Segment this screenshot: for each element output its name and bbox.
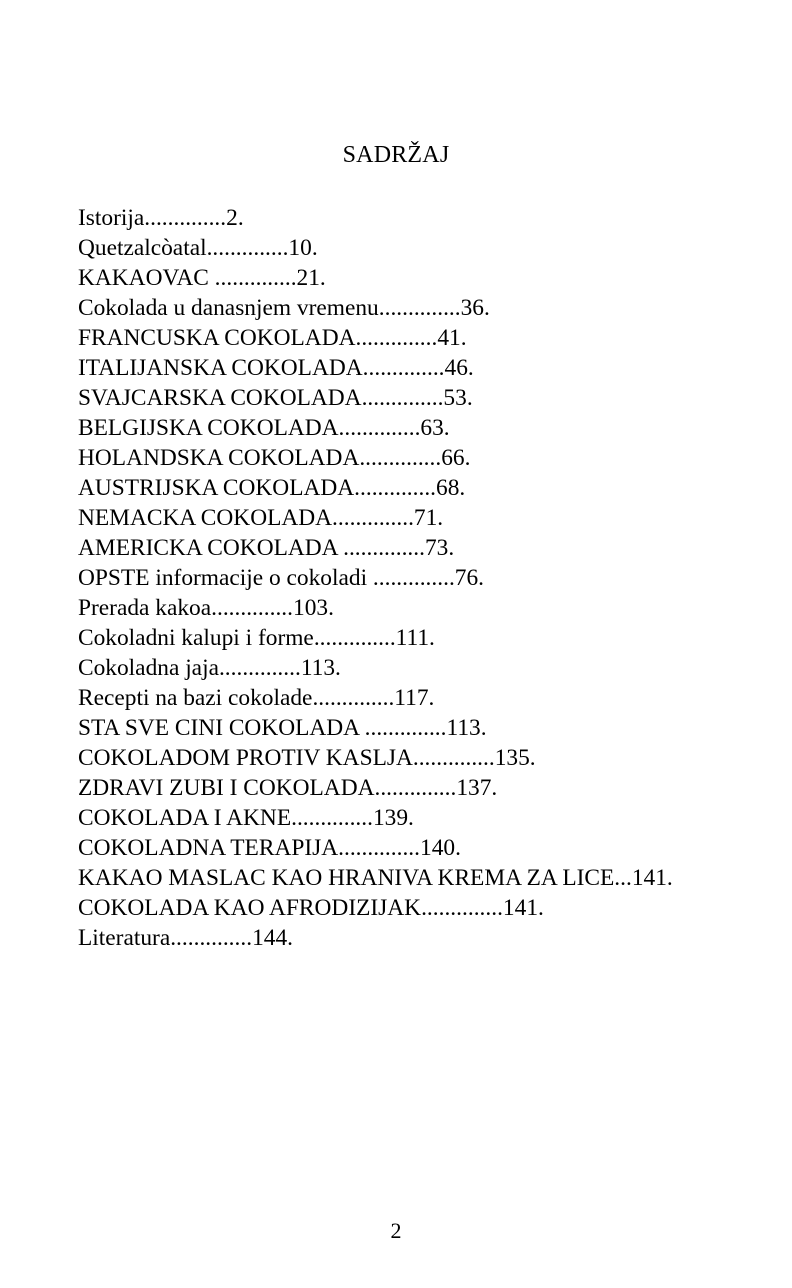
toc-entry: ZDRAVI ZUBI I COKOLADA..............137. (78, 775, 498, 801)
toc-entry: OPSTE informacije o cokoladi ..............76. (78, 565, 485, 591)
toc-entry: HOLANDSKA COKOLADA..............66. (78, 445, 471, 471)
toc-entry: SVAJCARSKA COKOLADA..............53. (78, 385, 473, 411)
toc-entry: KAKAO MASLAC KAO HRANIVA KREMA ZA LICE...141. (78, 865, 673, 891)
toc-entry: NEMACKA COKOLADA..............71. (78, 505, 444, 531)
toc-entry: COKOLADOM PROTIV KASLJA..............135. (78, 745, 536, 771)
toc-entry: COKOLADA I AKNE..............139. (78, 805, 414, 831)
toc-entry: FRANCUSKA COKOLADA..............41. (78, 325, 467, 351)
page-number: 2 (390, 1218, 402, 1243)
toc-entry: STA SVE CINI COKOLADA ..............113. (78, 715, 487, 741)
toc-entry: Cokoladni kalupi i forme..............111. (78, 625, 435, 651)
toc-entry: Cokolada u danasnjem vremenu..............36. (78, 295, 490, 321)
toc-entry: Recepti na bazi cokolade..............117. (78, 685, 435, 711)
toc-entry: Cokoladna jaja..............113. (78, 655, 341, 681)
toc-entry: ITALIJANSKA COKOLADA..............46. (78, 355, 474, 381)
toc-entry: KAKAOVAC ..............21. (78, 265, 326, 291)
toc-entry: Literatura..............144. (78, 925, 294, 951)
toc-entry: AMERICKA COKOLADA ..............73. (78, 535, 455, 561)
toc-entry: AUSTRIJSKA COKOLADA..............68. (78, 475, 466, 501)
toc-entry: Istorija..............2. (78, 205, 244, 231)
toc-entry: COKOLADNA TERAPIJA..............140. (78, 835, 461, 861)
toc-entry: Quetzalcòatal..............10. (78, 235, 318, 261)
page-title: SADRŽAJ (342, 142, 450, 168)
toc-entry: COKOLADA KAO AFRODIZIJAK..............141. (78, 895, 544, 921)
toc-entry: BELGIJSKA COKOLADA..............63. (78, 415, 450, 441)
table-of-contents (78, 203, 778, 953)
toc-entry: Prerada kakoa..............103. (78, 595, 334, 621)
